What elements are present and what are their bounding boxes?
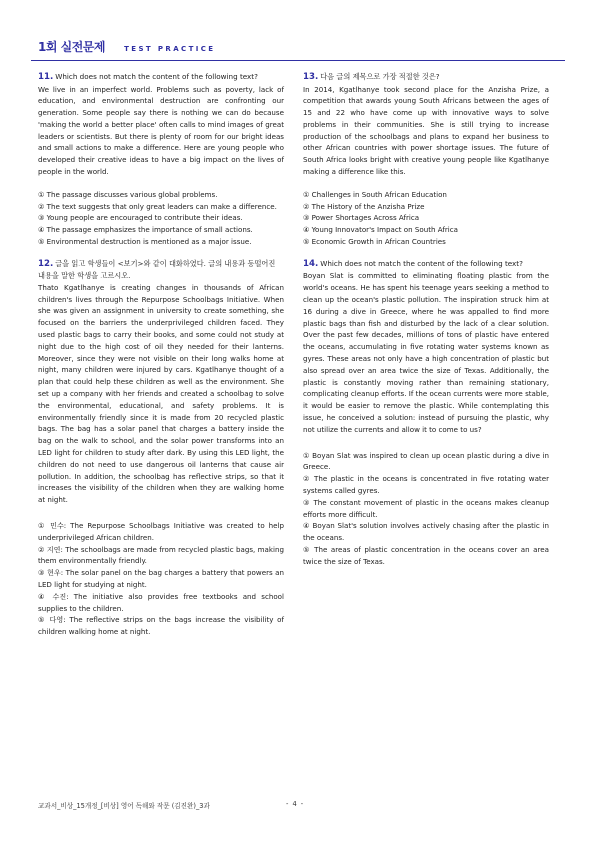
option: ⑤ Economic Growth in African Countries — [303, 237, 446, 247]
option: ⑤ The areas of plastic concentration in the oceans cover an area twice the size of Texas. — [303, 544, 549, 566]
option: ④ 수진: The initiative also provides free textbooks and school supplies to the children. — [38, 591, 284, 613]
option: ⑤ Environmental destruction is mentioned as a major issue. — [38, 237, 252, 247]
question-number: 11. — [38, 72, 54, 82]
option: ② The History of the Anzisha Prize — [303, 201, 425, 211]
option: ① 민수: The Repurpose Schoolbags Initiative was created to help underprivileged African children. — [38, 521, 284, 542]
question-11-passage: We live in an imperfect world. Problems such as poverty, lack of education, and environmental destruction are confronting our generation. Some people say there is nothing we can do because 'making the world a better place' often calls to mind images of great leaders or scientists. But there is plenty of room for our bright ideas and small actions to make a difference. Here are young people who developed their creative ideas to have a big impact on the lives of people in the world. — [38, 84, 284, 177]
question-number: 14. — [303, 258, 319, 269]
option: ③ 현우: The solar panel on the bag charges a battery that powers an LED light for studying at night. — [38, 568, 284, 589]
question-number: 13. — [303, 72, 319, 82]
option: ① The passage discusses various global problems. — [38, 189, 218, 199]
option: ② 지연: The schoolbags are made from recycled plastic bags, making them environmentally friendly. — [38, 544, 284, 566]
question-12-passage: Thato Kgatlhanye is creating changes in thousands of African children's lives through the Repurpose Schoolbags Initiative. When she was given an assignment in university to create something, she focused on the barriers the underprivileged children faced. They used plastic bags to carry their books, and some could not study at night due to the high cost of oil they needed for their lanterns. Moreover, since they were not visible on their long walks home at night, many children were injured by cars. Kgatlhanye thought of a plan that could help these children as well as the environment. She set up a company with her friends and created a schoolbag to solve the environmental, educational, and safety problems. It is environmentally friendly since it is made from 20 recycled plastic bags. The bag has a solar panel that charges a battery inside the bag on the walk to school, and the solar power transforms into an LED light for children to study after dark. By using this LED light, the children do not need to use dangerous oil lanterns that cause air pollution. In addition, the schoolbag has reflective strips, so that it increases the visibility of the children when they are walking home at night. — [38, 282, 284, 505]
question-text: 글을 읽고 학생들이 <보기>와 같이 대화하였다. 글의 내용과 동떨어진 내용을 말한 학생을 고르시오. — [38, 258, 276, 281]
option: ① Challenges in South African Education — [303, 189, 447, 199]
question-12 — [38, 258, 284, 638]
header-subtitle: TEST PRACTICE — [124, 45, 216, 53]
option: ④ Boyan Slat's solution involves actively chasing after the plastic in the oceans. — [303, 521, 549, 543]
question-14-prompt — [303, 258, 549, 271]
question-11-options — [38, 189, 284, 248]
question-text: Which does not match the content of the following text? — [55, 72, 258, 81]
left-column — [38, 71, 284, 642]
question-11-prompt — [38, 71, 284, 84]
option: ② The plastic in the oceans is concentrated in five rotating water systems called gyres. — [303, 474, 549, 495]
page-header — [38, 36, 562, 58]
question-number: 12. — [38, 258, 54, 269]
option: ④ Young Innovator's Impact on South Africa — [303, 225, 458, 235]
option: ⑤ 다영: The reflective strips on the bags increase the visibility of children walking home at night. — [38, 615, 284, 637]
question-text: Which does not match the content of the following text? — [320, 258, 523, 268]
right-column — [303, 71, 549, 571]
question-13-options — [303, 189, 549, 248]
question-12-options — [38, 520, 284, 638]
option: ① Boyan Slat was inspired to clean up ocean plastic during a dive in Greece. — [303, 450, 549, 472]
question-11 — [38, 71, 284, 248]
option: ③ Young people are encouraged to contribute their ideas. — [38, 213, 243, 223]
option: ③ Power Shortages Across Africa — [303, 213, 420, 223]
question-14-options — [303, 450, 549, 568]
footer-book-title: 교과서_비상_15개정_[비상] 영어 독해와 작문 (김진완)_3과 — [38, 802, 210, 810]
question-14 — [303, 258, 549, 568]
question-14-passage: Boyan Slat is committed to eliminating floating plastic from the world's oceans. He has spent his teenage years seeking a method to clean up the ocean's plastic pollution. The inspiration struck him at 16 during a dive in Greece, where he was appalled to find more plastic bags than fish and disturbed by the lack of a clear solution. Over the past few decades, millions of tons of plastic have entered the oceans, accumulating in five rotating water systems known as gyres. These areas not only have a high concentration of plastic but also spread over an area twice the size of Texas. Additionally, the plastic is constantly moving rather than remaining stationary, complicating cleanup efforts. If the ocean currents were more stable, it would be easier to remove the plastic. While contemplating this issue, he conceived a solution: instead of pursuing the plastic, why not utilize the currents and allow it to come to us? — [303, 271, 549, 434]
option: ④ The passage emphasizes the importance of small actions. — [38, 225, 253, 235]
round-title: 1회 실전문제 — [38, 40, 105, 54]
question-13-passage: In 2014, Kgatlhanye took second place for the Anzisha Prize, a competition that awards young South Africans between the ages of 15 and 22 who have come up with innovative ways to solve problems in their communities. She is still trying to increase production of the schoolbags and plans to expand her business to other African countries with power shortage issues. The future of South Africa looks bright with creative young people like Kgatlhanye making a difference like this. — [303, 84, 549, 177]
question-13 — [303, 71, 549, 248]
header-divider — [31, 60, 565, 61]
question-text: 다음 글의 제목으로 가장 적절한 것은? — [320, 72, 440, 81]
page-number: - 4 - — [286, 800, 305, 808]
option: ② The text suggests that only great leaders can make a difference. — [38, 201, 277, 211]
question-13-prompt — [303, 71, 549, 84]
question-12-prompt — [38, 258, 284, 282]
option: ③ The constant movement of plastic in the oceans makes cleanup efforts more difficult. — [303, 497, 549, 519]
